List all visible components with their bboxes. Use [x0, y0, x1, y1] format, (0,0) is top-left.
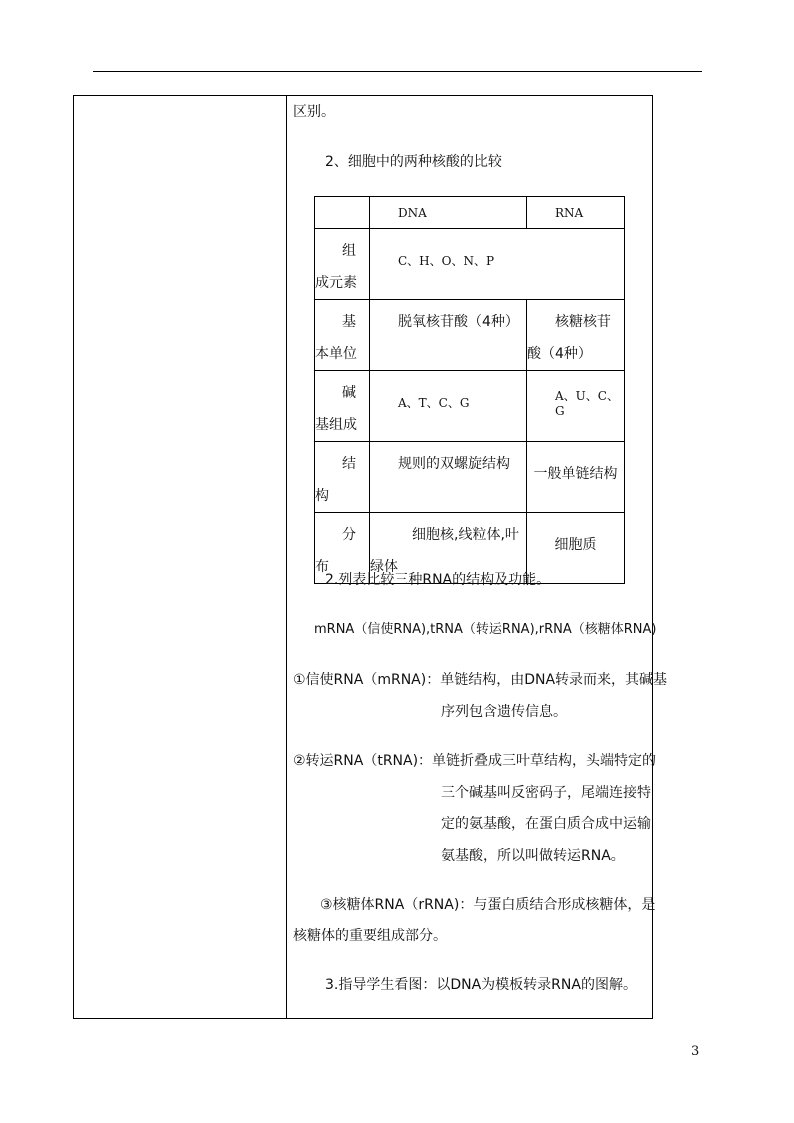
table-row — [315, 371, 625, 442]
continuation-text: 区别。 — [293, 104, 335, 120]
rna-structure: 一般单链结构 — [533, 466, 618, 482]
table-row — [315, 300, 625, 371]
table-cell — [370, 229, 625, 300]
header-rna: RNA — [527, 197, 625, 229]
header-empty-cell — [315, 197, 370, 229]
table-row — [315, 442, 625, 513]
table-cell — [370, 300, 527, 371]
section-title: 2、细胞中的两种核酸的比较 — [325, 154, 502, 170]
dna-bases: A、T、C、G — [398, 395, 470, 410]
row-label-line2: 布 — [315, 559, 329, 575]
table-cell — [527, 371, 625, 442]
row-label-line2: 成元素 — [315, 275, 357, 291]
row-label-line1: 结 — [342, 456, 356, 472]
header-rule — [93, 71, 702, 72]
mrna-line1: ①信使RNA（mRNA)：单链结构，由DNA转录而来，其碱基 — [293, 672, 668, 688]
rna-location: 细胞质 — [554, 537, 597, 553]
rna-bases: A、U、C、G — [555, 388, 619, 418]
trna-line1: ②转运RNA（tRNA)：单链折叠成三叶草结构，头端特定的 — [293, 753, 657, 769]
table-row — [315, 229, 625, 300]
mrna-line2: 序列包含遗传信息。 — [441, 704, 567, 720]
row-label — [315, 229, 370, 300]
nucleic-acid-comparison-table — [314, 196, 625, 584]
rna-unit: 核糖核苷酸（4种） — [527, 314, 611, 362]
trna-line4: 氨基酸，所以叫做转运RNA。 — [441, 848, 625, 864]
row-label-line2: 构 — [315, 488, 329, 504]
trna-line2: 三个碱基叫反密码子，尾端连接特 — [441, 785, 651, 801]
elements-value: C、H、O、N、P — [398, 253, 495, 268]
rna-types: mRNA（信使RNA),tRNA（转运RNA),rRNA（核糖体RNA) — [314, 622, 657, 637]
table-header-row — [315, 197, 625, 229]
row-label-line1: 组 — [342, 243, 356, 259]
row-label — [315, 300, 370, 371]
row-label — [315, 442, 370, 513]
row-label-line2: 基组成 — [315, 417, 357, 433]
item3-title: 3.指导学生看图：以DNA为模板转录RNA的图解。 — [325, 977, 637, 993]
page-number: 3 — [691, 1044, 700, 1059]
row-label — [315, 371, 370, 442]
dna-location: 细胞核,线粒体,叶绿体 — [370, 527, 519, 575]
rrna-line1: ③核糖体RNA（rRNA)：与蛋白质结合形成核糖体，是 — [320, 897, 656, 913]
dna-unit: 脱氧核苷酸（4种） — [398, 314, 519, 330]
table-cell — [370, 371, 527, 442]
row-label-line1: 基 — [342, 314, 356, 330]
item2-title: 2.列表比较三种RNA的结构及功能。 — [325, 572, 551, 588]
row-label-line2: 本单位 — [315, 346, 357, 362]
table-cell — [527, 442, 625, 513]
table-cell — [370, 442, 527, 513]
rrna-line2: 核糖体的重要组成部分。 — [293, 928, 447, 944]
table-cell — [527, 300, 625, 371]
row-label-line1: 碱 — [342, 385, 356, 401]
dna-structure: 规则的双螺旋结构 — [398, 456, 510, 472]
header-dna: DNA — [370, 197, 527, 229]
trna-line3: 定的氨基酸，在蛋白质合成中运输 — [441, 816, 651, 832]
row-label-line1: 分 — [342, 527, 356, 543]
